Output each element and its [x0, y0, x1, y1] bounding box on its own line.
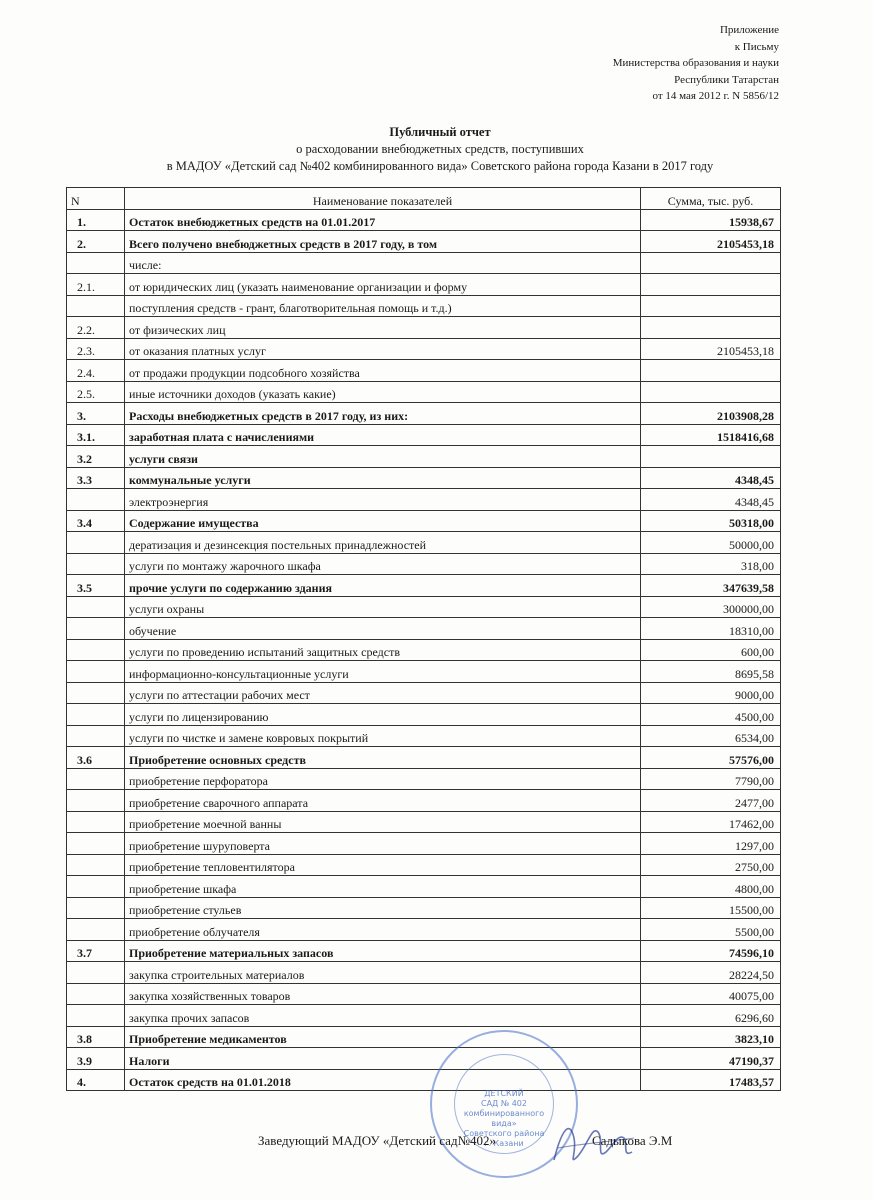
- row-sum: 17462,00: [641, 811, 781, 833]
- table-row: [67, 983, 781, 1005]
- row-sum: 28224,50: [641, 962, 781, 984]
- row-sum: 2105453,18: [641, 231, 781, 253]
- row-sum: 47190,37: [641, 1048, 781, 1070]
- row-sum: 1518416,68: [641, 424, 781, 446]
- row-name: приобретение моечной ванны: [125, 811, 641, 833]
- table-row: [67, 1026, 781, 1048]
- row-sum: 5500,00: [641, 919, 781, 941]
- row-num: [67, 1005, 125, 1027]
- table-row: [67, 962, 781, 984]
- report-title-subtitle: о расходовании внебюджетных средств, поступивших: [296, 142, 584, 156]
- row-num: 3.7: [67, 940, 125, 962]
- row-num: [67, 897, 125, 919]
- row-name: приобретение шуруповерта: [125, 833, 641, 855]
- table-row: [67, 854, 781, 876]
- row-sum: 4800,00: [641, 876, 781, 898]
- table-row: [67, 467, 781, 489]
- row-num: [67, 252, 125, 274]
- row-name: услуги по проведению испытаний защитных средств: [125, 639, 641, 661]
- footer-signature-line: [258, 1133, 718, 1149]
- table-row: [67, 876, 781, 898]
- row-num: [67, 833, 125, 855]
- header-name: Наименование показателей: [125, 188, 641, 210]
- table-row: [67, 596, 781, 618]
- row-name: обучение: [125, 618, 641, 640]
- row-sum: [641, 252, 781, 274]
- row-num: 2.1.: [67, 274, 125, 296]
- row-num: [67, 790, 125, 812]
- row-num: 4.: [67, 1069, 125, 1091]
- row-sum: [641, 381, 781, 403]
- row-sum: 50318,00: [641, 510, 781, 532]
- row-sum: 15938,67: [641, 209, 781, 231]
- footer-position: Заведующий МАДОУ «Детский сад№402»: [258, 1133, 496, 1148]
- row-name: приобретение перфоратора: [125, 768, 641, 790]
- row-num: 3.9: [67, 1048, 125, 1070]
- row-name: коммунальные услуги: [125, 467, 641, 489]
- row-num: 1.: [67, 209, 125, 231]
- expense-report-table: [66, 187, 781, 1091]
- row-num: 3.8: [67, 1026, 125, 1048]
- row-sum: 2105453,18: [641, 338, 781, 360]
- row-sum: 7790,00: [641, 768, 781, 790]
- stamp-line: Советского района: [463, 1129, 545, 1138]
- table-row: [67, 403, 781, 425]
- table-row: [67, 446, 781, 468]
- row-num: [67, 661, 125, 683]
- row-num: [67, 811, 125, 833]
- row-sum: 318,00: [641, 553, 781, 575]
- table-row: [67, 381, 781, 403]
- table-row: [67, 295, 781, 317]
- row-num: [67, 854, 125, 876]
- appendix-line: к Письму: [734, 40, 779, 53]
- row-sum: 17483,57: [641, 1069, 781, 1091]
- row-name: закупка строительных материалов: [125, 962, 641, 984]
- row-name: от продажи продукции подсобного хозяйства: [125, 360, 641, 382]
- row-num: [67, 704, 125, 726]
- row-num: [67, 962, 125, 984]
- row-sum: [641, 317, 781, 339]
- appendix-line: Министерства образования и науки: [612, 57, 779, 69]
- report-title-main: Публичный отчет: [389, 125, 491, 139]
- row-name: Расходы внебюджетных средств в 2017 году, из них:: [125, 403, 641, 425]
- row-num: 2.4.: [67, 360, 125, 382]
- table-row: [67, 317, 781, 339]
- table-row: [67, 532, 781, 554]
- row-sum: 6534,00: [641, 725, 781, 747]
- row-sum: 4348,45: [641, 489, 781, 511]
- row-num: 2.5.: [67, 381, 125, 403]
- table-row: [67, 768, 781, 790]
- table-row: [67, 919, 781, 941]
- row-sum: 3823,10: [641, 1026, 781, 1048]
- row-name: электроэнергия: [125, 489, 641, 511]
- row-num: [67, 489, 125, 511]
- row-sum: [641, 274, 781, 296]
- table-row: [67, 790, 781, 812]
- row-name: Содержание имущества: [125, 510, 641, 532]
- table-row: [67, 618, 781, 640]
- row-num: 3.: [67, 403, 125, 425]
- row-sum: 4500,00: [641, 704, 781, 726]
- appendix-line: Республики Татарстан: [674, 73, 779, 86]
- row-name: от юридических лиц (указать наименование организации и форму: [125, 274, 641, 296]
- row-num: [67, 639, 125, 661]
- appendix-line: от 14 мая 2012 г. N 5856/12: [652, 90, 779, 102]
- report-title-institution: в МАДОУ «Детский сад №402 комбинированного вида» Советского района города Казани в 2017 году: [166, 159, 714, 173]
- table-row: [67, 639, 781, 661]
- stamp-line: вида»: [491, 1119, 517, 1128]
- row-num: [67, 919, 125, 941]
- row-name: Всего получено внебюджетных средств в 2017 году, в том: [125, 231, 641, 253]
- row-num: 3.5: [67, 575, 125, 597]
- row-name: информационно-консультационные услуги: [125, 661, 641, 683]
- row-name: приобретение сварочного аппарата: [125, 790, 641, 812]
- row-sum: 4348,45: [641, 467, 781, 489]
- row-name: услуги по монтажу жарочного шкафа: [125, 553, 641, 575]
- row-name: Приобретение материальных запасов: [125, 940, 641, 962]
- row-sum: 6296,60: [641, 1005, 781, 1027]
- table-row: [67, 725, 781, 747]
- row-name: Остаток внебюджетных средств на 01.01.2017: [125, 209, 641, 231]
- row-sum: [641, 360, 781, 382]
- row-sum: 2477,00: [641, 790, 781, 812]
- header-num: N: [67, 188, 125, 210]
- table-row: [67, 252, 781, 274]
- table-row: [67, 704, 781, 726]
- table-row: [67, 1048, 781, 1070]
- row-num: [67, 532, 125, 554]
- row-name: закупка хозяйственных товаров: [125, 983, 641, 1005]
- table-row: [67, 489, 781, 511]
- row-sum: 50000,00: [641, 532, 781, 554]
- table-row: [67, 940, 781, 962]
- table-row: [67, 575, 781, 597]
- row-num: 3.3: [67, 467, 125, 489]
- row-num: 3.1.: [67, 424, 125, 446]
- row-name: Приобретение медикаментов: [125, 1026, 641, 1048]
- table-row: [67, 510, 781, 532]
- row-name: заработная плата с начислениями: [125, 424, 641, 446]
- row-name: Налоги: [125, 1048, 641, 1070]
- row-name: прочие услуги по содержанию здания: [125, 575, 641, 597]
- row-name: дератизация и дезинсекция постельных принадлежностей: [125, 532, 641, 554]
- row-sum: 15500,00: [641, 897, 781, 919]
- table-row: [67, 231, 781, 253]
- row-sum: 1297,00: [641, 833, 781, 855]
- table-row: [67, 833, 781, 855]
- row-num: 2.: [67, 231, 125, 253]
- row-num: 2.3.: [67, 338, 125, 360]
- row-name: приобретение стульев: [125, 897, 641, 919]
- table-row: [67, 360, 781, 382]
- stamp-line: г. Казани: [484, 1139, 524, 1148]
- row-name: приобретение тепловентилятора: [125, 854, 641, 876]
- report-title: [120, 124, 760, 175]
- table-row: [67, 897, 781, 919]
- row-sum: 57576,00: [641, 747, 781, 769]
- row-sum: 2750,00: [641, 854, 781, 876]
- row-name: услуги по лицензированию: [125, 704, 641, 726]
- stamp-line: САД № 402: [481, 1099, 527, 1108]
- table-row: [67, 338, 781, 360]
- row-num: [67, 725, 125, 747]
- row-num: [67, 553, 125, 575]
- row-num: [67, 876, 125, 898]
- row-sum: 40075,00: [641, 983, 781, 1005]
- row-name: Остаток средств на 01.01.2018: [125, 1069, 641, 1091]
- row-name: числе:: [125, 252, 641, 274]
- appendix-line: Приложение: [719, 24, 779, 36]
- table-row: [67, 1005, 781, 1027]
- row-sum: [641, 446, 781, 468]
- row-num: 3.4: [67, 510, 125, 532]
- row-num: 3.6: [67, 747, 125, 769]
- table-row: [67, 209, 781, 231]
- footer-signer: Садыкова Э.М: [592, 1133, 673, 1148]
- row-name: иные источники доходов (указать какие): [125, 381, 641, 403]
- stamp-line: комбинированного: [463, 1109, 545, 1118]
- row-sum: 74596,10: [641, 940, 781, 962]
- stamp-line: ДЕТСКИЙ: [484, 1089, 524, 1098]
- row-name: услуги по аттестации рабочих мест: [125, 682, 641, 704]
- row-sum: 8695,58: [641, 661, 781, 683]
- table-row: [67, 661, 781, 683]
- row-sum: 9000,00: [641, 682, 781, 704]
- row-name: приобретение шкафа: [125, 876, 641, 898]
- row-sum: 347639,58: [641, 575, 781, 597]
- row-num: [67, 618, 125, 640]
- appendix-note: [613, 22, 779, 105]
- row-sum: 2103908,28: [641, 403, 781, 425]
- row-num: [67, 596, 125, 618]
- row-name: от физических лиц: [125, 317, 641, 339]
- table-row: [67, 1069, 781, 1091]
- row-num: [67, 983, 125, 1005]
- header-sum: Сумма, тыс. руб.: [641, 188, 781, 210]
- row-num: [67, 295, 125, 317]
- table-row: [67, 747, 781, 769]
- row-sum: 300000,00: [641, 596, 781, 618]
- row-name: приобретение облучателя: [125, 919, 641, 941]
- table-row: [67, 811, 781, 833]
- table-header-row: [67, 188, 781, 210]
- row-num: [67, 682, 125, 704]
- row-sum: 600,00: [641, 639, 781, 661]
- table-row: [67, 682, 781, 704]
- row-name: услуги охраны: [125, 596, 641, 618]
- row-name: услуги связи: [125, 446, 641, 468]
- row-name: закупка прочих запасов: [125, 1005, 641, 1027]
- row-num: 3.2: [67, 446, 125, 468]
- row-name: от оказания платных услуг: [125, 338, 641, 360]
- row-name: поступления средств - грант, благотворительная помощь и т.д.): [125, 295, 641, 317]
- table-row: [67, 424, 781, 446]
- row-name: услуги по чистке и замене ковровых покрытий: [125, 725, 641, 747]
- table-row: [67, 553, 781, 575]
- table-row: [67, 274, 781, 296]
- row-name: Приобретение основных средств: [125, 747, 641, 769]
- row-sum: 18310,00: [641, 618, 781, 640]
- row-num: 2.2.: [67, 317, 125, 339]
- row-num: [67, 768, 125, 790]
- row-sum: [641, 295, 781, 317]
